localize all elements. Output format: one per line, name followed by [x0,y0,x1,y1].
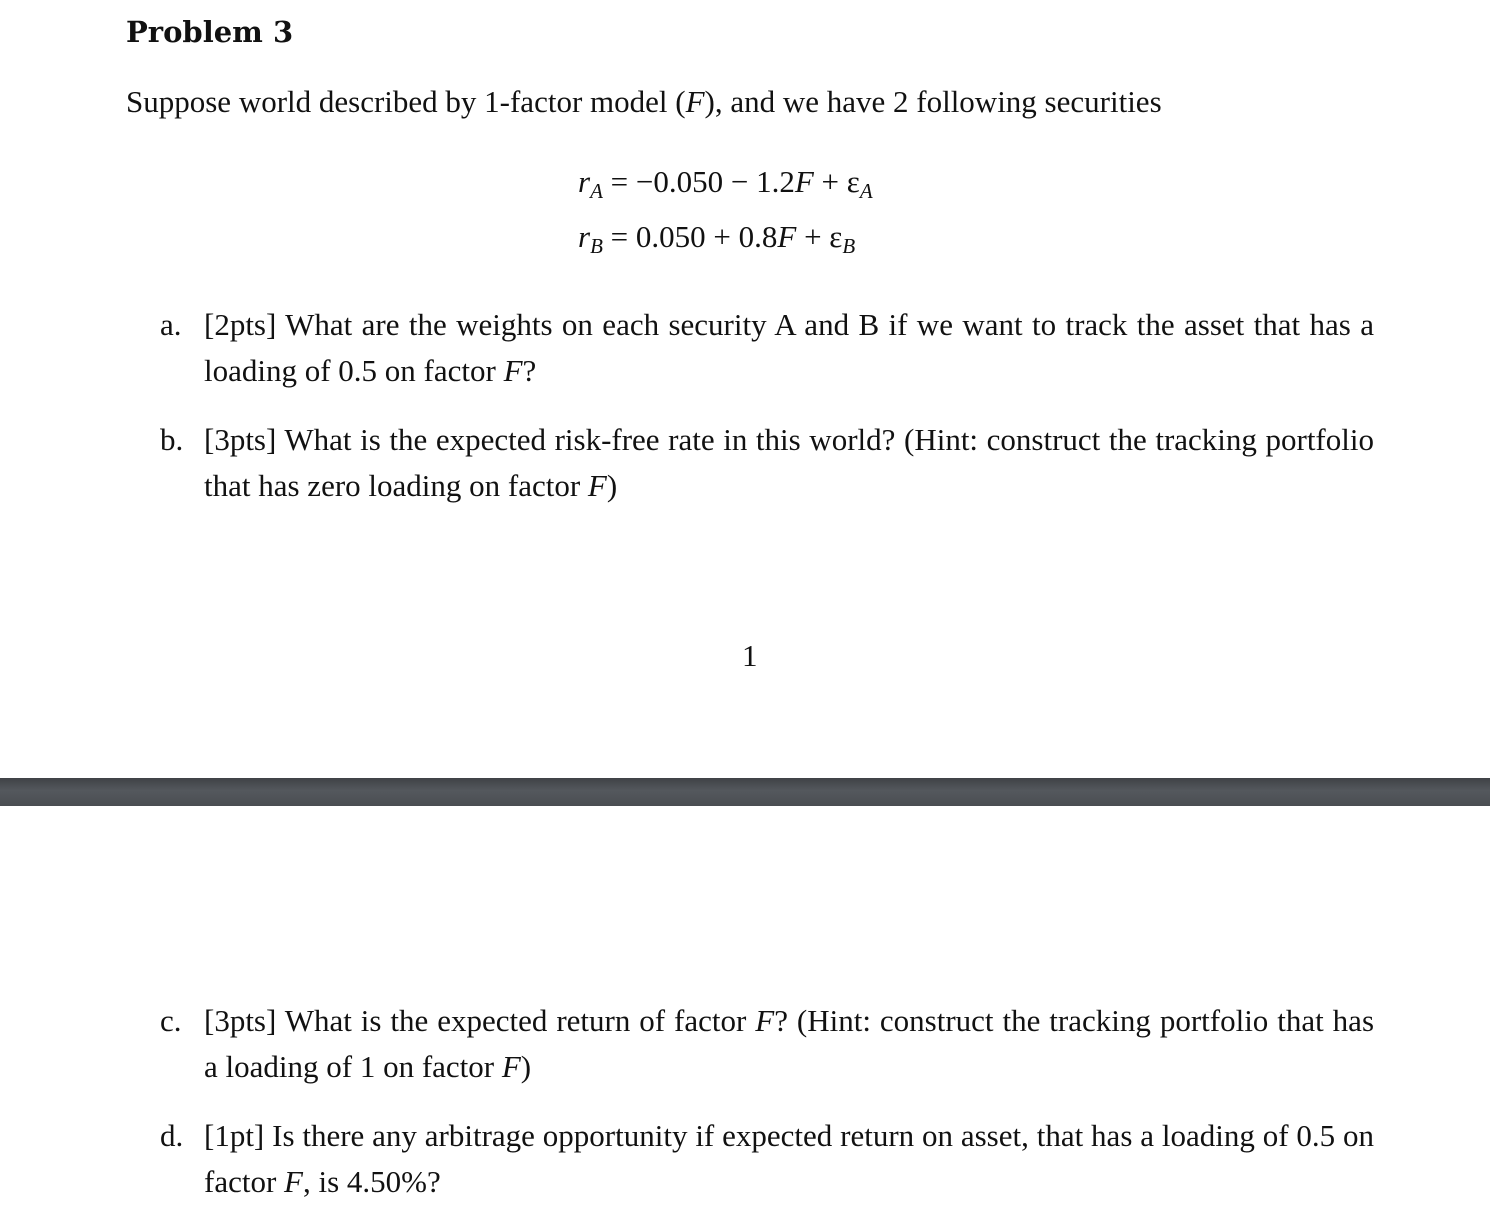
equation-b-error-subscript: B [842,234,856,258]
question-d-body: [1pt] Is there any arbitrage opportunity if expected return on asset, that has a loading of 0.5 on factor [204,1118,1374,1199]
equation-a-error-subscript: A [859,179,873,203]
question-c-body: [3pts] What is the expected return of factor [204,1003,756,1038]
question-a-text [204,302,1374,394]
question-b-text [204,417,1374,509]
equation-b-error-term: + ε [796,219,843,254]
equation-b-lhs-subscript: B [590,234,603,258]
intro-factor-variable: F [685,84,705,119]
question-b-factor-variable: F [587,468,607,503]
equation-b-rhs: = 0.050 + 0.8 [602,219,778,254]
equation-b-lhs: r [578,219,591,254]
question-c [160,998,1374,1090]
question-c-hint: ? (Hint: construct the tracking portfolio that has a loading of 1 on factor [204,1003,1375,1084]
equation-security-a [578,162,873,202]
question-d [160,1113,1374,1205]
intro-text-start: Suppose world described by 1-factor model ( [126,84,686,119]
question-a-end: ? [522,353,537,388]
problem-intro [126,82,1162,122]
question-a-body: [2pts] What are the weights on each security A and B if we want to track the asset that has a loading of 0.5 on factor [204,307,1374,388]
equation-a-lhs-subscript: A [590,179,603,203]
question-b-body: [3pts] What is the expected risk-free rate in this world? (Hint: construct the tracking portfolio that has zero loading on factor [204,422,1374,503]
equation-a-rhs: = −0.050 − 1.2 [602,164,795,199]
question-a-label: a. [160,307,182,342]
question-a-factor-variable: F [503,353,523,388]
question-c-text [204,998,1374,1090]
question-d-end: , is 4.50%? [302,1164,441,1199]
question-d-label: d. [160,1118,184,1153]
question-d-text [204,1113,1374,1205]
intro-text-end: ), and we have 2 following securities [704,84,1162,119]
question-c-label: c. [160,1003,182,1038]
equation-a-factor: F [794,164,814,199]
question-b [160,417,1374,509]
page-separator [0,778,1490,806]
equation-a-lhs: r [578,164,591,199]
equation-a-error-term: + ε [813,164,860,199]
question-b-end: ) [606,468,618,503]
question-d-factor-variable: F [284,1164,303,1199]
question-c-hint-factor-variable: F [501,1049,521,1084]
question-a [160,302,1374,394]
equation-security-b [578,217,855,257]
question-b-label: b. [160,422,184,457]
question-c-factor-variable: F [755,1003,775,1038]
equation-b-factor: F [777,219,797,254]
question-c-end: ) [520,1049,532,1084]
page-number: 1 [742,638,758,673]
problem-heading: Problem 3 [126,15,294,49]
